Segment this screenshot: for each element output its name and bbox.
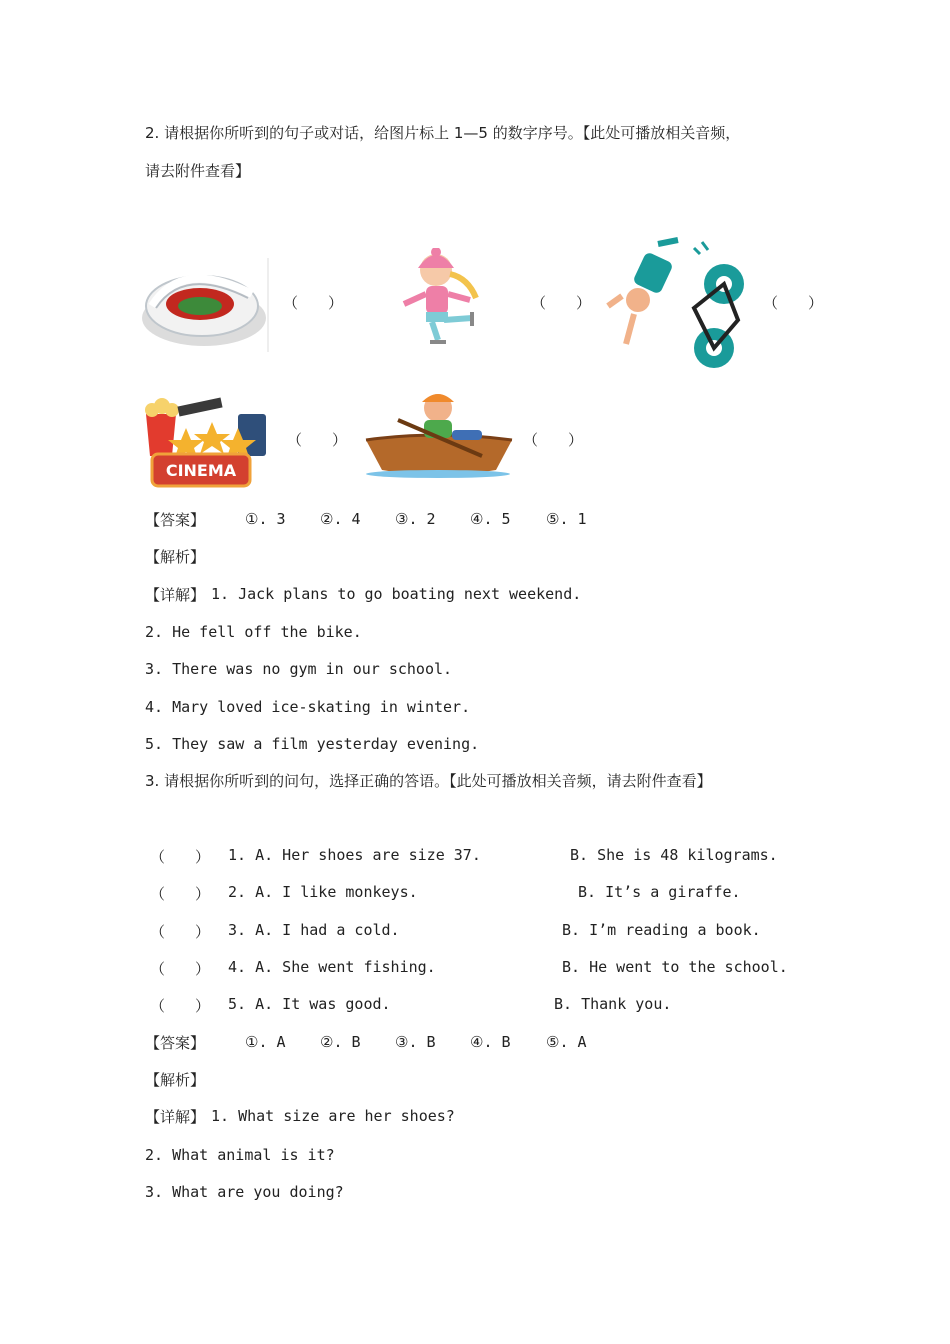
q2-detail-5: 5. They saw a film yesterday evening. xyxy=(145,735,480,753)
cinema-sign-text: CINEMA xyxy=(165,461,237,480)
q3-item-4-paren: （ ） xyxy=(150,960,211,978)
q3-detail-2: 2. What animal is it? xyxy=(145,1146,335,1164)
q2-analysis-label: 【解析】 xyxy=(145,548,206,566)
q2-answer-5: ⑤. 1 xyxy=(546,510,587,528)
q3-detail-1: 1. What size are her shoes? xyxy=(211,1107,455,1125)
q3-answer-4: ④. B xyxy=(470,1033,511,1051)
q3-title: 3. 请根据你所听到的问句，选择正确的答语。【此处可播放相关音频，请去附件查看】 xyxy=(145,772,712,790)
q3-item-5-paren: （ ） xyxy=(150,997,211,1015)
q3-item-2-option-b: B. It’s a giraffe. xyxy=(578,883,741,901)
q2-bracket-3: （ ） xyxy=(763,294,824,312)
q3-answer-5: ⑤. A xyxy=(546,1033,587,1051)
q2-bracket-5: （ ） xyxy=(523,431,584,449)
q2-bracket-4: （ ） xyxy=(287,431,348,449)
q3-item-1-option-a: 1. A. Her shoes are size 37. xyxy=(228,846,481,864)
q3-detail-3: 3. What are you doing? xyxy=(145,1183,344,1201)
q3-analysis-label: 【解析】 xyxy=(145,1071,206,1089)
q2-title-line2: 请去附件查看】 xyxy=(145,162,251,180)
bike-fall-icon xyxy=(598,236,758,372)
q2-title-line1: 2. 请根据你所听到的句子或对话，给图片标上 1—5 的数字序号。【此处可播放相关音频， xyxy=(145,124,741,142)
boating-boy-icon xyxy=(362,390,516,478)
q3-answer-label: 【答案】 xyxy=(145,1034,206,1052)
cinema-icon xyxy=(142,392,272,490)
q3-answer-1: ①. A xyxy=(245,1033,286,1051)
stadium-icon xyxy=(142,258,270,352)
ice-skating-girl-icon xyxy=(398,248,488,354)
q3-item-3-option-b: B. I’m reading a book. xyxy=(562,921,761,939)
q3-item-2-paren: （ ） xyxy=(150,885,211,903)
q3-detail-label: 【详解】 xyxy=(145,1108,206,1126)
q3-answer-2: ②. B xyxy=(320,1033,361,1051)
q3-item-2-option-a: 2. A. I like monkeys. xyxy=(228,883,418,901)
q2-detail-4: 4. Mary loved ice-skating in winter. xyxy=(145,698,471,716)
q3-item-5-option-b: B. Thank you. xyxy=(554,995,672,1013)
q2-detail-2: 2. He fell off the bike. xyxy=(145,623,362,641)
q2-bracket-2: （ ） xyxy=(531,294,592,312)
q3-item-3-paren: （ ） xyxy=(150,923,211,941)
q3-item-1-paren: （ ） xyxy=(150,848,211,866)
q2-answer-label: 【答案】 xyxy=(145,511,206,529)
q2-detail-1: 1. Jack plans to go boating next weekend. xyxy=(211,585,582,603)
q2-bracket-1: （ ） xyxy=(283,294,344,312)
q2-answer-1: ①. 3 xyxy=(245,510,286,528)
q2-answer-2: ②. 4 xyxy=(320,510,361,528)
q2-detail-label: 【详解】 xyxy=(145,586,206,604)
q3-item-4-option-a: 4. A. She went fishing. xyxy=(228,958,436,976)
q3-answer-3: ③. B xyxy=(395,1033,436,1051)
q2-detail-3: 3. There was no gym in our school. xyxy=(145,660,453,678)
q3-item-1-option-b: B. She is 48 kilograms. xyxy=(570,846,778,864)
q3-item-5-option-a: 5. A. It was good. xyxy=(228,995,391,1013)
q3-item-4-option-b: B. He went to the school. xyxy=(562,958,788,976)
q3-item-3-option-a: 3. A. I had a cold. xyxy=(228,921,400,939)
q2-answer-3: ③. 2 xyxy=(395,510,436,528)
q2-answer-4: ④. 5 xyxy=(470,510,511,528)
